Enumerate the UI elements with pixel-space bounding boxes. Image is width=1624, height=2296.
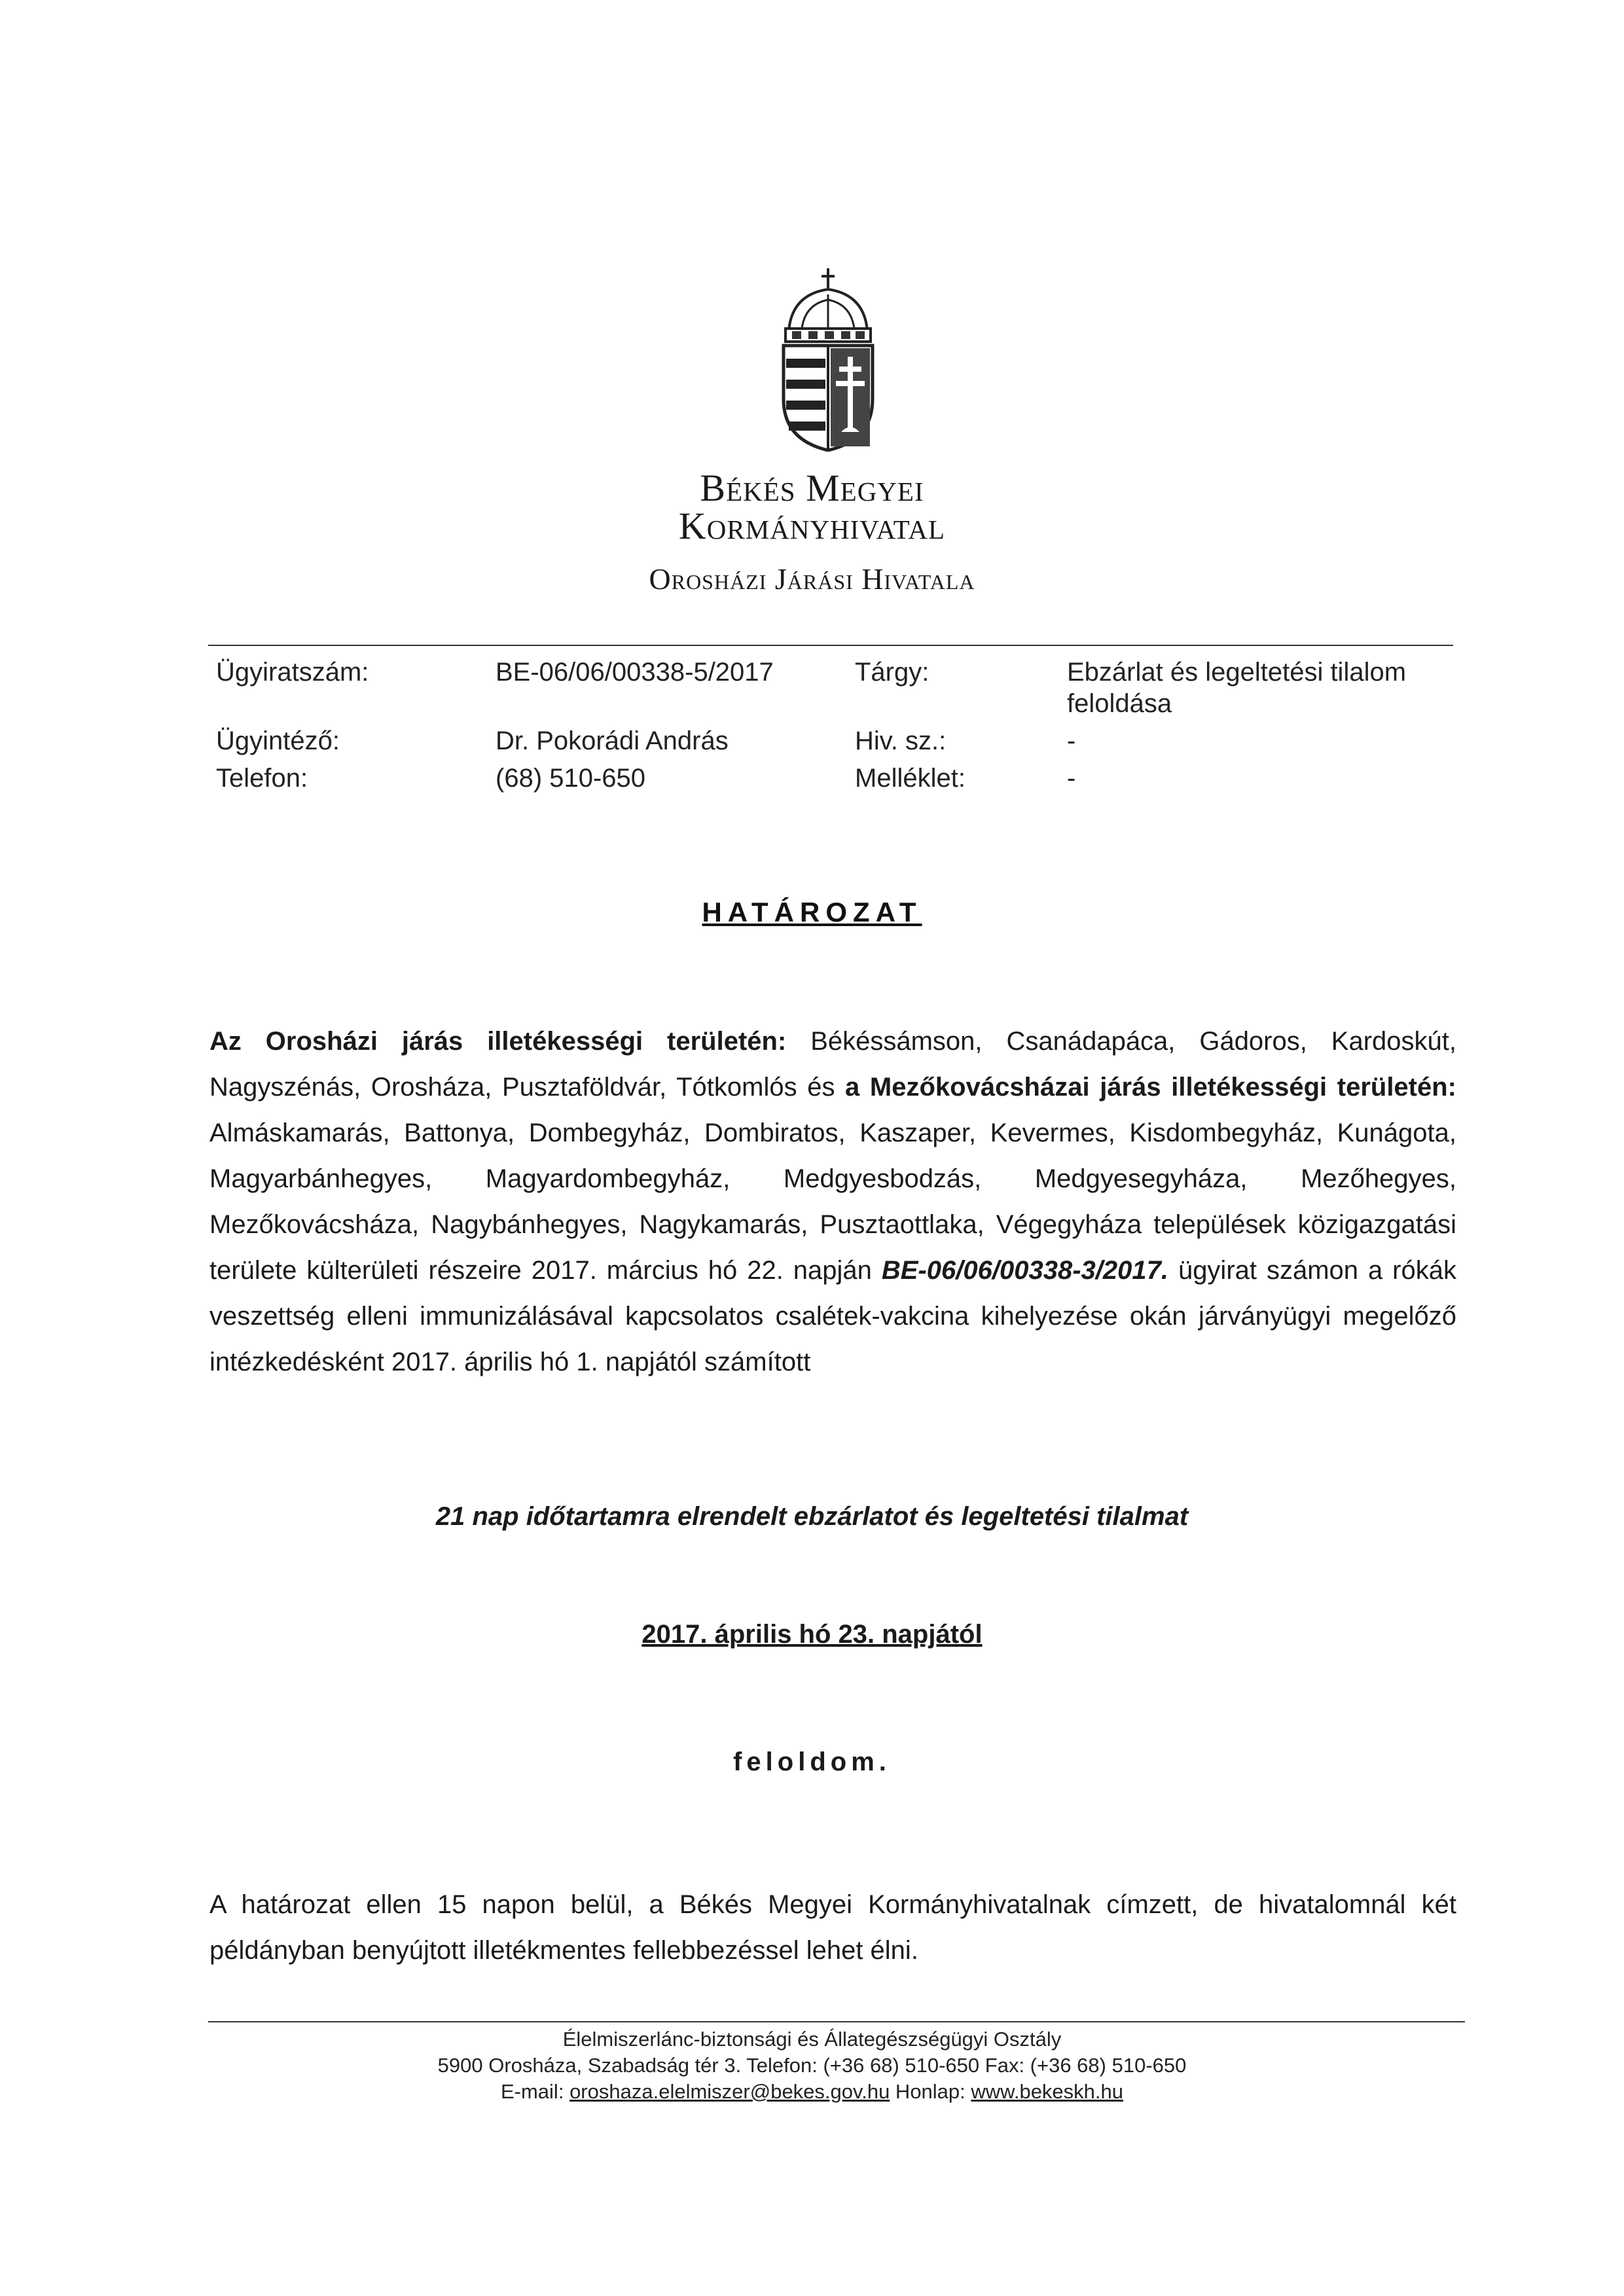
meta-hivsz-label: Hiv. sz.: [855,726,947,755]
decision-verb: feloldom. [733,1748,891,1776]
meta-telefon-label: Telefon: [216,764,308,793]
footer-department: Élelmiszerlánc-biztonsági és Állategészségügyi Osztály [562,2028,1062,2051]
coat-of-arms-icon [776,268,880,452]
decision-context: ügyirat számon a rókák veszettség elleni immunizálásával kapcsolatos csalétek-vakcina kihelyezése okán járványügyi megelőző intézkedésként 2017. április hó 1. napjától számított [209,1256,1456,1376]
appeal-paragraph: A határozat ellen 15 napon belül, a Békés Megyei Kormányhivatalnak címzett, de hivatalomnál két példányban benyújtott illetékmentes fellebbezéssel lehet élni. [209,1890,1456,1965]
top-divider [208,645,1453,646]
meta-ugyintezo-label: Ügyintéző: [216,726,340,755]
document-title: HATÁROZAT [702,897,922,927]
meta-targy-value-2: feloldása [1067,689,1172,718]
meta-targy-label: Tárgy: [855,658,929,687]
settlements-mezokovacshaza: Almáskamarás, Battonya, Dombegyház, Dombiratos, Kaszaper, Kevermes, Kisdombegyház, Kunágota, Magyarbánhegyes, Magyardombegyház, Medgyesbodzás, Medgyesegyháza, Mezőhegyes, Mezőkovácsháza, Nagybánhegyes, Nagykamarás, Pusztaottlaka, Végegyháza települések közigazgatási területe külterületi részeire 2017. március hó 22. napján [209,1119,1456,1285]
decision-paragraph [209,1018,1456,1385]
footer-email-link[interactable]: oroshaza.elelmiszer@bekes.gov.hu [569,2080,890,2103]
bottom-divider [208,2021,1465,2022]
decision-subject: 21 nap időtartamra elrendelt ebzárlatot és legeltetési tilalmat [435,1502,1189,1531]
meta-ugyiratszam-value: BE-06/06/00338-5/2017 [496,658,774,687]
letterhead-office: Kormányhivatal [678,505,946,547]
footer-email-label: E-mail: [500,2080,570,2103]
footer-web-link[interactable]: www.bekeskh.hu [971,2080,1124,2103]
meta-melleklet-label: Melléklet: [855,764,965,793]
settlements-oroshaza: Békéssámson, Csanádapáca, Gádoros, Kardoskút, Nagyszénás, Orosháza, Pusztaföldvár, Tótkomlós és [209,1027,1456,1102]
meta-ugyiratszam-label: Ügyiratszám: [216,658,369,687]
footer-web-label: Honlap: [890,2080,971,2103]
meta-hivsz-value: - [1067,726,1076,755]
reference-number: BE-06/06/00338-3/2017. [881,1256,1168,1285]
letterhead-county: Békés Megyei [700,467,924,509]
letterhead-district: Orosházi Járási Hivatala [649,562,975,596]
district-label-mezokovacshaza: a Mezőkovácsházai járás illetékességi területén: [845,1073,1457,1102]
footer-contacts [0,2080,1624,2104]
effective-date: 2017. április hó 23. napjától [641,1620,983,1649]
meta-telefon-value: (68) 510-650 [496,764,646,793]
district-label-oroshaza: Az Orosházi járás illetékességi területén: [209,1027,787,1056]
footer-address: 5900 Orosháza, Szabadság tér 3. Telefon: (+36 68) 510-650 Fax: (+36 68) 510-650 [437,2054,1187,2077]
meta-melleklet-value: - [1067,764,1076,793]
meta-targy-value-1: Ebzárlat és legeltetési tilalom [1067,658,1407,687]
meta-ugyintezo-value: Dr. Pokorádi András [496,726,729,755]
